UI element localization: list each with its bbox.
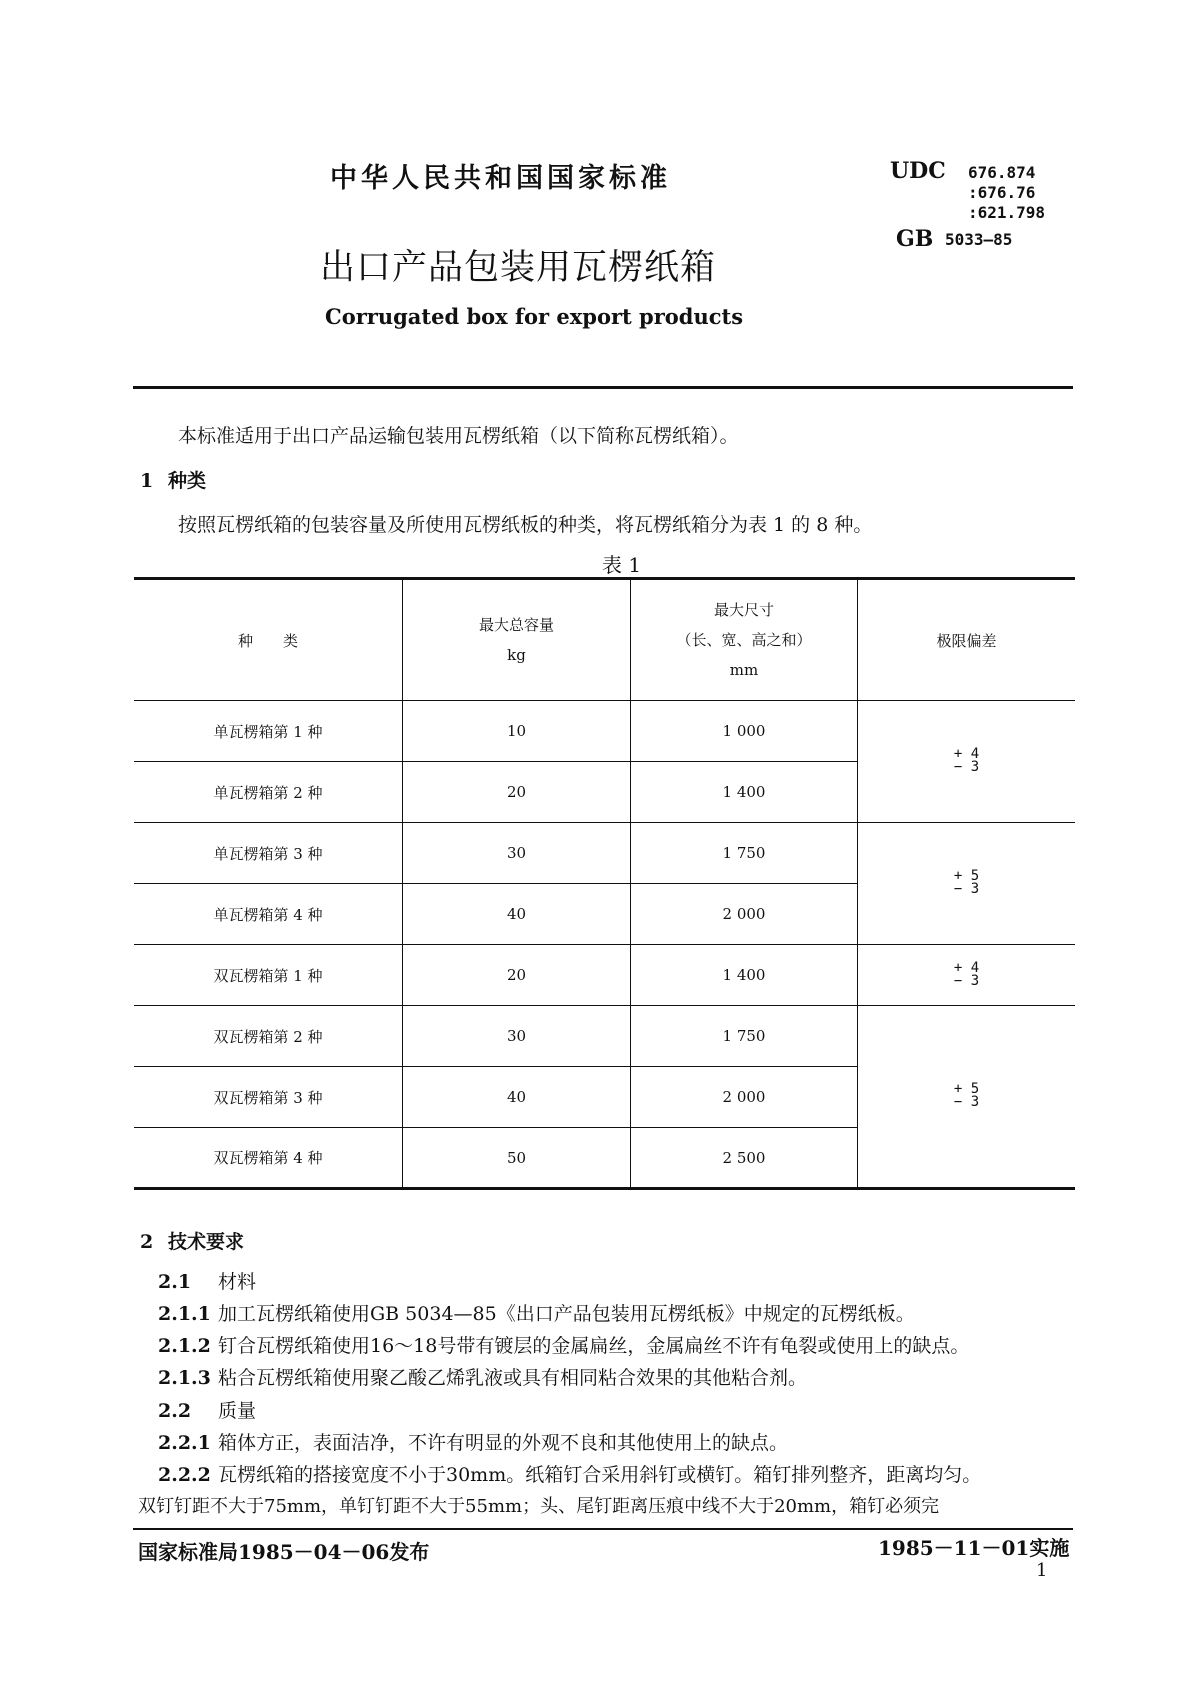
section-2-heading	[140, 1227, 244, 1254]
cell-type: 单瓦楞箱第 4 种	[134, 884, 403, 945]
clause-text: 质量	[218, 1400, 257, 1422]
cell-type: 双瓦楞箱第 3 种	[134, 1067, 403, 1128]
table-row	[134, 823, 1075, 884]
title-en: Corrugated box for export products	[325, 304, 744, 329]
gb-number: 5033—85	[945, 230, 1013, 249]
gb-label: GB	[896, 226, 934, 252]
tolerance-minus: − 3	[953, 972, 980, 989]
clause-2-1-3	[158, 1363, 807, 1390]
header-capacity	[403, 579, 631, 701]
cell-tolerance	[858, 1006, 1076, 1189]
effective-date: 1985－11－01实施	[878, 1536, 1070, 1560]
clause-text: 钉合瓦楞纸箱使用16～18号带有镀层的金属扁丝，金属扁丝不许有龟裂或使用上的缺点。	[218, 1335, 970, 1357]
tolerance-minus: − 3	[953, 1094, 980, 1110]
clause-number: 2.2.2	[158, 1464, 211, 1486]
intro-paragraph: 本标准适用于出口产品运输包装用瓦楞纸箱（以下简称瓦楞纸箱）。	[178, 425, 739, 447]
clause-2-1-2	[158, 1331, 969, 1358]
clause-text: 瓦楞纸箱的搭接宽度不小于30mm。纸箱钉合采用斜钉或横钉。箱钉排列整齐，距离均匀。	[218, 1464, 982, 1486]
cell-capacity: 30	[403, 823, 631, 884]
clause-number: 2.2.1	[158, 1432, 211, 1454]
cell-capacity: 40	[403, 884, 631, 945]
clause-number: 2.1.1	[158, 1303, 211, 1325]
clause-2-1	[158, 1267, 256, 1294]
section-1-paragraph: 按照瓦楞纸箱的包装容量及所使用瓦楞纸板的种类，将瓦楞纸箱分为表 1 的 8 种。	[178, 514, 873, 536]
clause-2-2-2-continued: 双钉钉距不大于75mm，单钉钉距不大于55mm；头、尾钉距离压痕中线不大于20mm，箱钉必须完	[138, 1496, 940, 1517]
clause-text: 加工瓦楞纸箱使用GB 5034—85《出口产品包装用瓦楞纸板》中规定的瓦楞纸板。	[218, 1303, 915, 1325]
issue-date: 国家标准局1985－04－06发布	[138, 1540, 430, 1564]
cell-type: 双瓦楞箱第 1 种	[134, 945, 403, 1006]
udc-codes	[968, 163, 1045, 223]
udc-code: :676.76	[968, 183, 1036, 202]
clause-text: 材料	[218, 1271, 257, 1293]
section-1-heading	[140, 466, 206, 493]
clause-number: 2.1.2	[158, 1335, 211, 1357]
cell-tolerance	[858, 701, 1076, 823]
tolerance-value	[954, 748, 979, 774]
bottom-rule	[133, 1528, 1073, 1530]
cell-size: 2 500	[631, 1128, 858, 1189]
org-title: 中华人民共和国国家标准	[330, 163, 671, 194]
tolerance-value	[954, 870, 979, 896]
header-type: 种 类	[134, 579, 403, 701]
clause-text: 粘合瓦楞纸箱使用聚乙酸乙烯乳液或具有相同粘合效果的其他粘合剂。	[218, 1367, 808, 1389]
section-number: 2	[140, 1231, 154, 1253]
top-rule	[133, 386, 1073, 389]
cell-capacity: 40	[403, 1067, 631, 1128]
cell-type: 双瓦楞箱第 4 种	[134, 1128, 403, 1189]
cell-tolerance	[858, 945, 1076, 1006]
header-size-note: （长、宽、高之和）	[676, 631, 812, 649]
cell-type: 单瓦楞箱第 2 种	[134, 762, 403, 823]
table-row	[134, 945, 1075, 1006]
clause-2-2-2	[158, 1460, 981, 1487]
cell-type: 单瓦楞箱第 1 种	[134, 701, 403, 762]
header-tolerance: 极限偏差	[858, 579, 1076, 701]
clause-number: 2.1.3	[158, 1367, 211, 1389]
header-capacity-unit: kg	[507, 646, 526, 664]
cell-size: 1 750	[631, 1006, 858, 1067]
tolerance-plus: + 5	[953, 1081, 980, 1097]
cell-size: 2 000	[631, 1067, 858, 1128]
section-title: 技术要求	[168, 1231, 245, 1253]
cell-size: 1 400	[631, 945, 858, 1006]
tolerance-plus: + 4	[953, 959, 980, 976]
cell-capacity: 10	[403, 701, 631, 762]
udc-code: :621.798	[968, 203, 1046, 222]
table-caption: 表 1	[602, 553, 642, 577]
header-size	[631, 579, 858, 701]
cell-size: 1 750	[631, 823, 858, 884]
cell-type: 单瓦楞箱第 3 种	[134, 823, 403, 884]
title-cn: 出口产品包装用瓦楞纸箱	[320, 248, 717, 288]
cell-type: 双瓦楞箱第 2 种	[134, 1006, 403, 1067]
tolerance-plus: + 5	[953, 868, 980, 884]
cell-capacity: 20	[403, 945, 631, 1006]
header-capacity-label: 最大总容量	[478, 616, 554, 634]
cell-size: 1 000	[631, 701, 858, 762]
tolerance-plus: + 4	[953, 746, 980, 762]
tolerance-value	[953, 959, 980, 989]
cell-size: 2 000	[631, 884, 858, 945]
cell-size: 1 400	[631, 762, 858, 823]
header-size-unit: mm	[729, 661, 759, 679]
clause-2-2	[158, 1396, 256, 1423]
section-title: 种类	[168, 470, 207, 492]
page-number: 1	[1036, 1560, 1048, 1581]
clause-number: 2.2	[158, 1400, 192, 1422]
cell-tolerance	[858, 823, 1076, 945]
udc-label: UDC	[890, 158, 946, 184]
clause-number: 2.1	[158, 1271, 192, 1293]
header-size-label: 最大尺寸	[713, 601, 774, 619]
cell-capacity: 50	[403, 1128, 631, 1189]
cell-capacity: 30	[403, 1006, 631, 1067]
clause-text: 箱体方正，表面洁净，不许有明显的外观不良和其他使用上的缺点。	[218, 1432, 789, 1454]
table-header-row	[134, 579, 1075, 701]
cell-capacity: 20	[403, 762, 631, 823]
clause-2-1-1	[158, 1299, 915, 1326]
table-row	[134, 701, 1075, 762]
table-1	[134, 577, 1075, 1190]
udc-code: 676.874	[968, 163, 1036, 182]
table-row	[134, 1006, 1075, 1067]
tolerance-minus: − 3	[953, 881, 980, 897]
clause-2-2-1	[158, 1428, 788, 1455]
section-number: 1	[140, 470, 154, 492]
tolerance-value	[954, 1083, 979, 1109]
tolerance-minus: − 3	[953, 759, 980, 775]
